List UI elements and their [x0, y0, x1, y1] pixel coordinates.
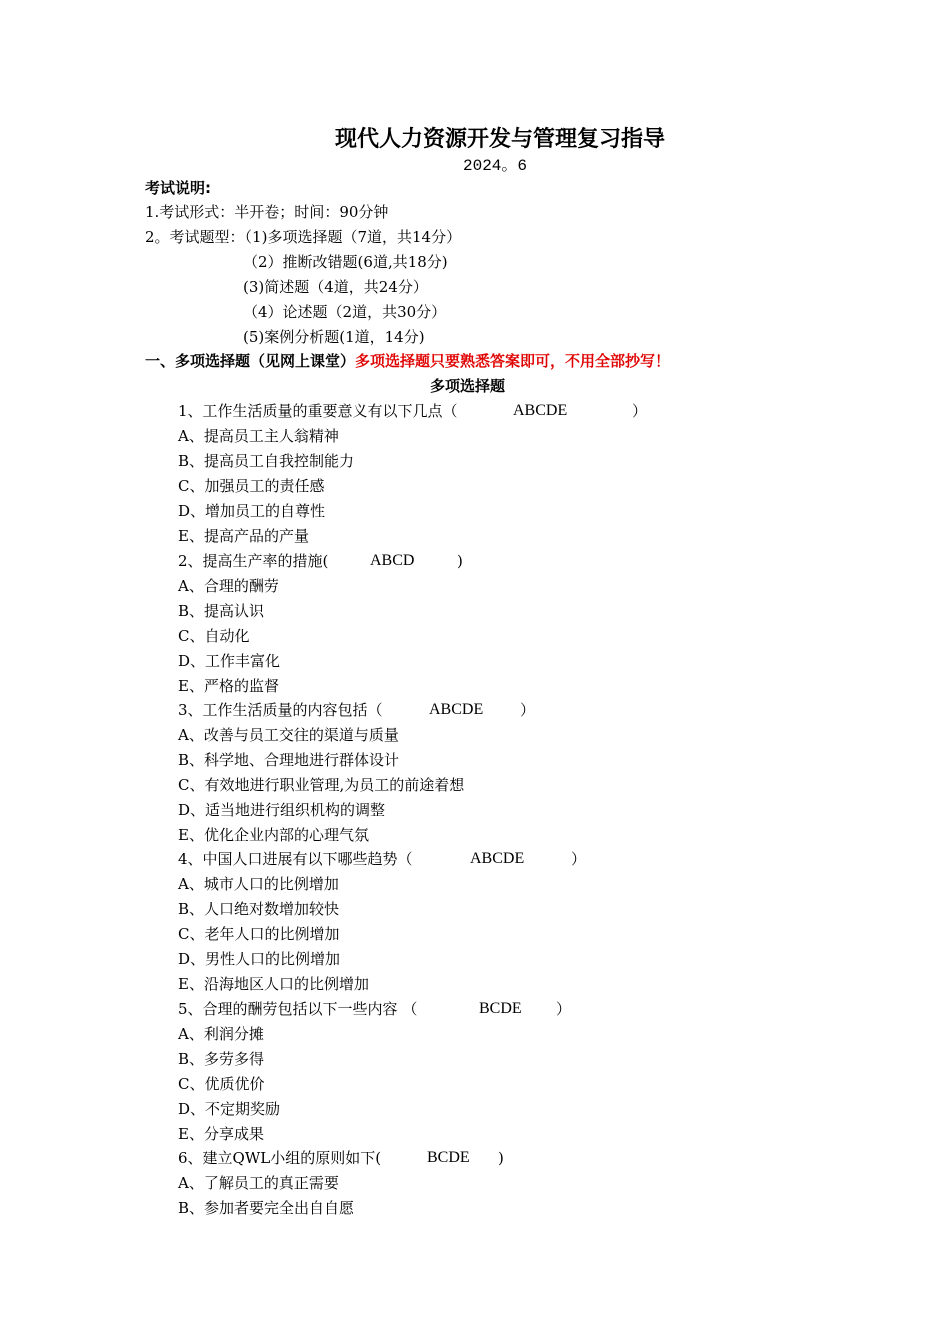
- question-option: A、城市人口的比例增加: [178, 875, 339, 893]
- question-stem: 5、合理的酬劳包括以下一些内容 （: [178, 1000, 418, 1018]
- question-option: A、了解员工的真正需要: [178, 1174, 339, 1192]
- question-answer: BCDE: [479, 1000, 522, 1017]
- question-stem: 3、工作生活质量的内容包括（: [178, 701, 383, 719]
- question-answer: ABCDE: [513, 402, 568, 419]
- section-subheading: 多项选择题: [429, 377, 505, 395]
- exam-type-item: (5)案例分析题(1道，14分): [243, 328, 425, 346]
- question-answer: ABCDE: [470, 850, 525, 867]
- question-stem: 2、提高生产率的措施(: [178, 552, 329, 570]
- question-close-paren: ）: [632, 402, 648, 420]
- question-option: E、严格的监督: [178, 677, 279, 695]
- exam-types-intro: 2。考试题型：（1)多项选择题（7道，共14分）: [145, 228, 462, 246]
- question-option: B、参加者要完全出自自愿: [178, 1199, 355, 1217]
- question-close-paren: ）: [571, 850, 587, 868]
- question-option: E、优化企业内部的心理气氛: [178, 826, 369, 844]
- exam-type-item: （4）论述题（2道，共30分）: [243, 303, 447, 321]
- question-stem: 6、建立QWL小组的原则如下(: [178, 1149, 382, 1167]
- exam-heading: 考试说明:: [145, 179, 211, 197]
- question-close-paren: ）: [520, 701, 536, 719]
- question-close-paren: ): [498, 1149, 504, 1167]
- question-option: D、男性人口的比例增加: [178, 950, 341, 968]
- question-option: B、多劳多得: [178, 1050, 265, 1068]
- question-option: E、沿海地区人口的比例增加: [178, 975, 369, 993]
- question-option: B、提高认识: [178, 602, 265, 620]
- question-option: A、提高员工主人翁精神: [178, 427, 339, 445]
- question-option: B、人口绝对数增加较快: [178, 900, 340, 918]
- question-option: C、加强员工的责任感: [178, 477, 325, 495]
- question-answer: ABCDE: [429, 701, 484, 718]
- question-close-paren: ）: [556, 1000, 572, 1018]
- question-option: B、科学地、合理地进行群体设计: [178, 751, 400, 769]
- exam-type-item: (3)简述题（4道，共24分）: [243, 278, 428, 296]
- question-option: D、增加员工的自尊性: [178, 502, 326, 520]
- question-option: D、工作丰富化: [178, 652, 281, 670]
- document-title: 现代人力资源开发与管理复习指导: [334, 127, 665, 152]
- question-option: A、利润分摊: [178, 1025, 264, 1043]
- question-option: A、合理的酬劳: [178, 577, 279, 595]
- exam-format: 1.考试形式：半开卷；时间：90分钟: [145, 203, 389, 221]
- question-option: E、分享成果: [178, 1125, 264, 1143]
- question-close-paren: ): [457, 552, 463, 570]
- section-heading: 一、多项选择题（见网上课堂）: [145, 352, 356, 370]
- section-note: 多项选择题只要熟悉答案即可，不用全部抄写！: [355, 352, 671, 370]
- question-option: C、优质优价: [178, 1075, 265, 1093]
- question-answer: ABCD: [370, 552, 415, 569]
- question-option: A、改善与员工交往的渠道与质量: [178, 726, 399, 744]
- question-option: C、老年人口的比例增加: [178, 925, 340, 943]
- question-option: C、自动化: [178, 627, 250, 645]
- question-answer: BCDE: [427, 1149, 470, 1166]
- exam-type-item: （2）推断改错题(6道,共18分): [243, 253, 448, 271]
- document-date: 2024。6: [462, 157, 527, 175]
- question-option: E、提高产品的产量: [178, 527, 309, 545]
- question-stem: 4、中国人口进展有以下哪些趋势（: [178, 850, 413, 868]
- section-heading-line: [145, 351, 670, 371]
- question-option: D、不定期奖励: [178, 1100, 281, 1118]
- question-stem: 1、工作生活质量的重要意义有以下几点（: [178, 402, 458, 420]
- question-option: B、提高员工自我控制能力: [178, 452, 355, 470]
- question-option: C、有效地进行职业管理,为员工的前途着想: [178, 776, 465, 794]
- question-option: D、适当地进行组织机构的调整: [178, 801, 386, 819]
